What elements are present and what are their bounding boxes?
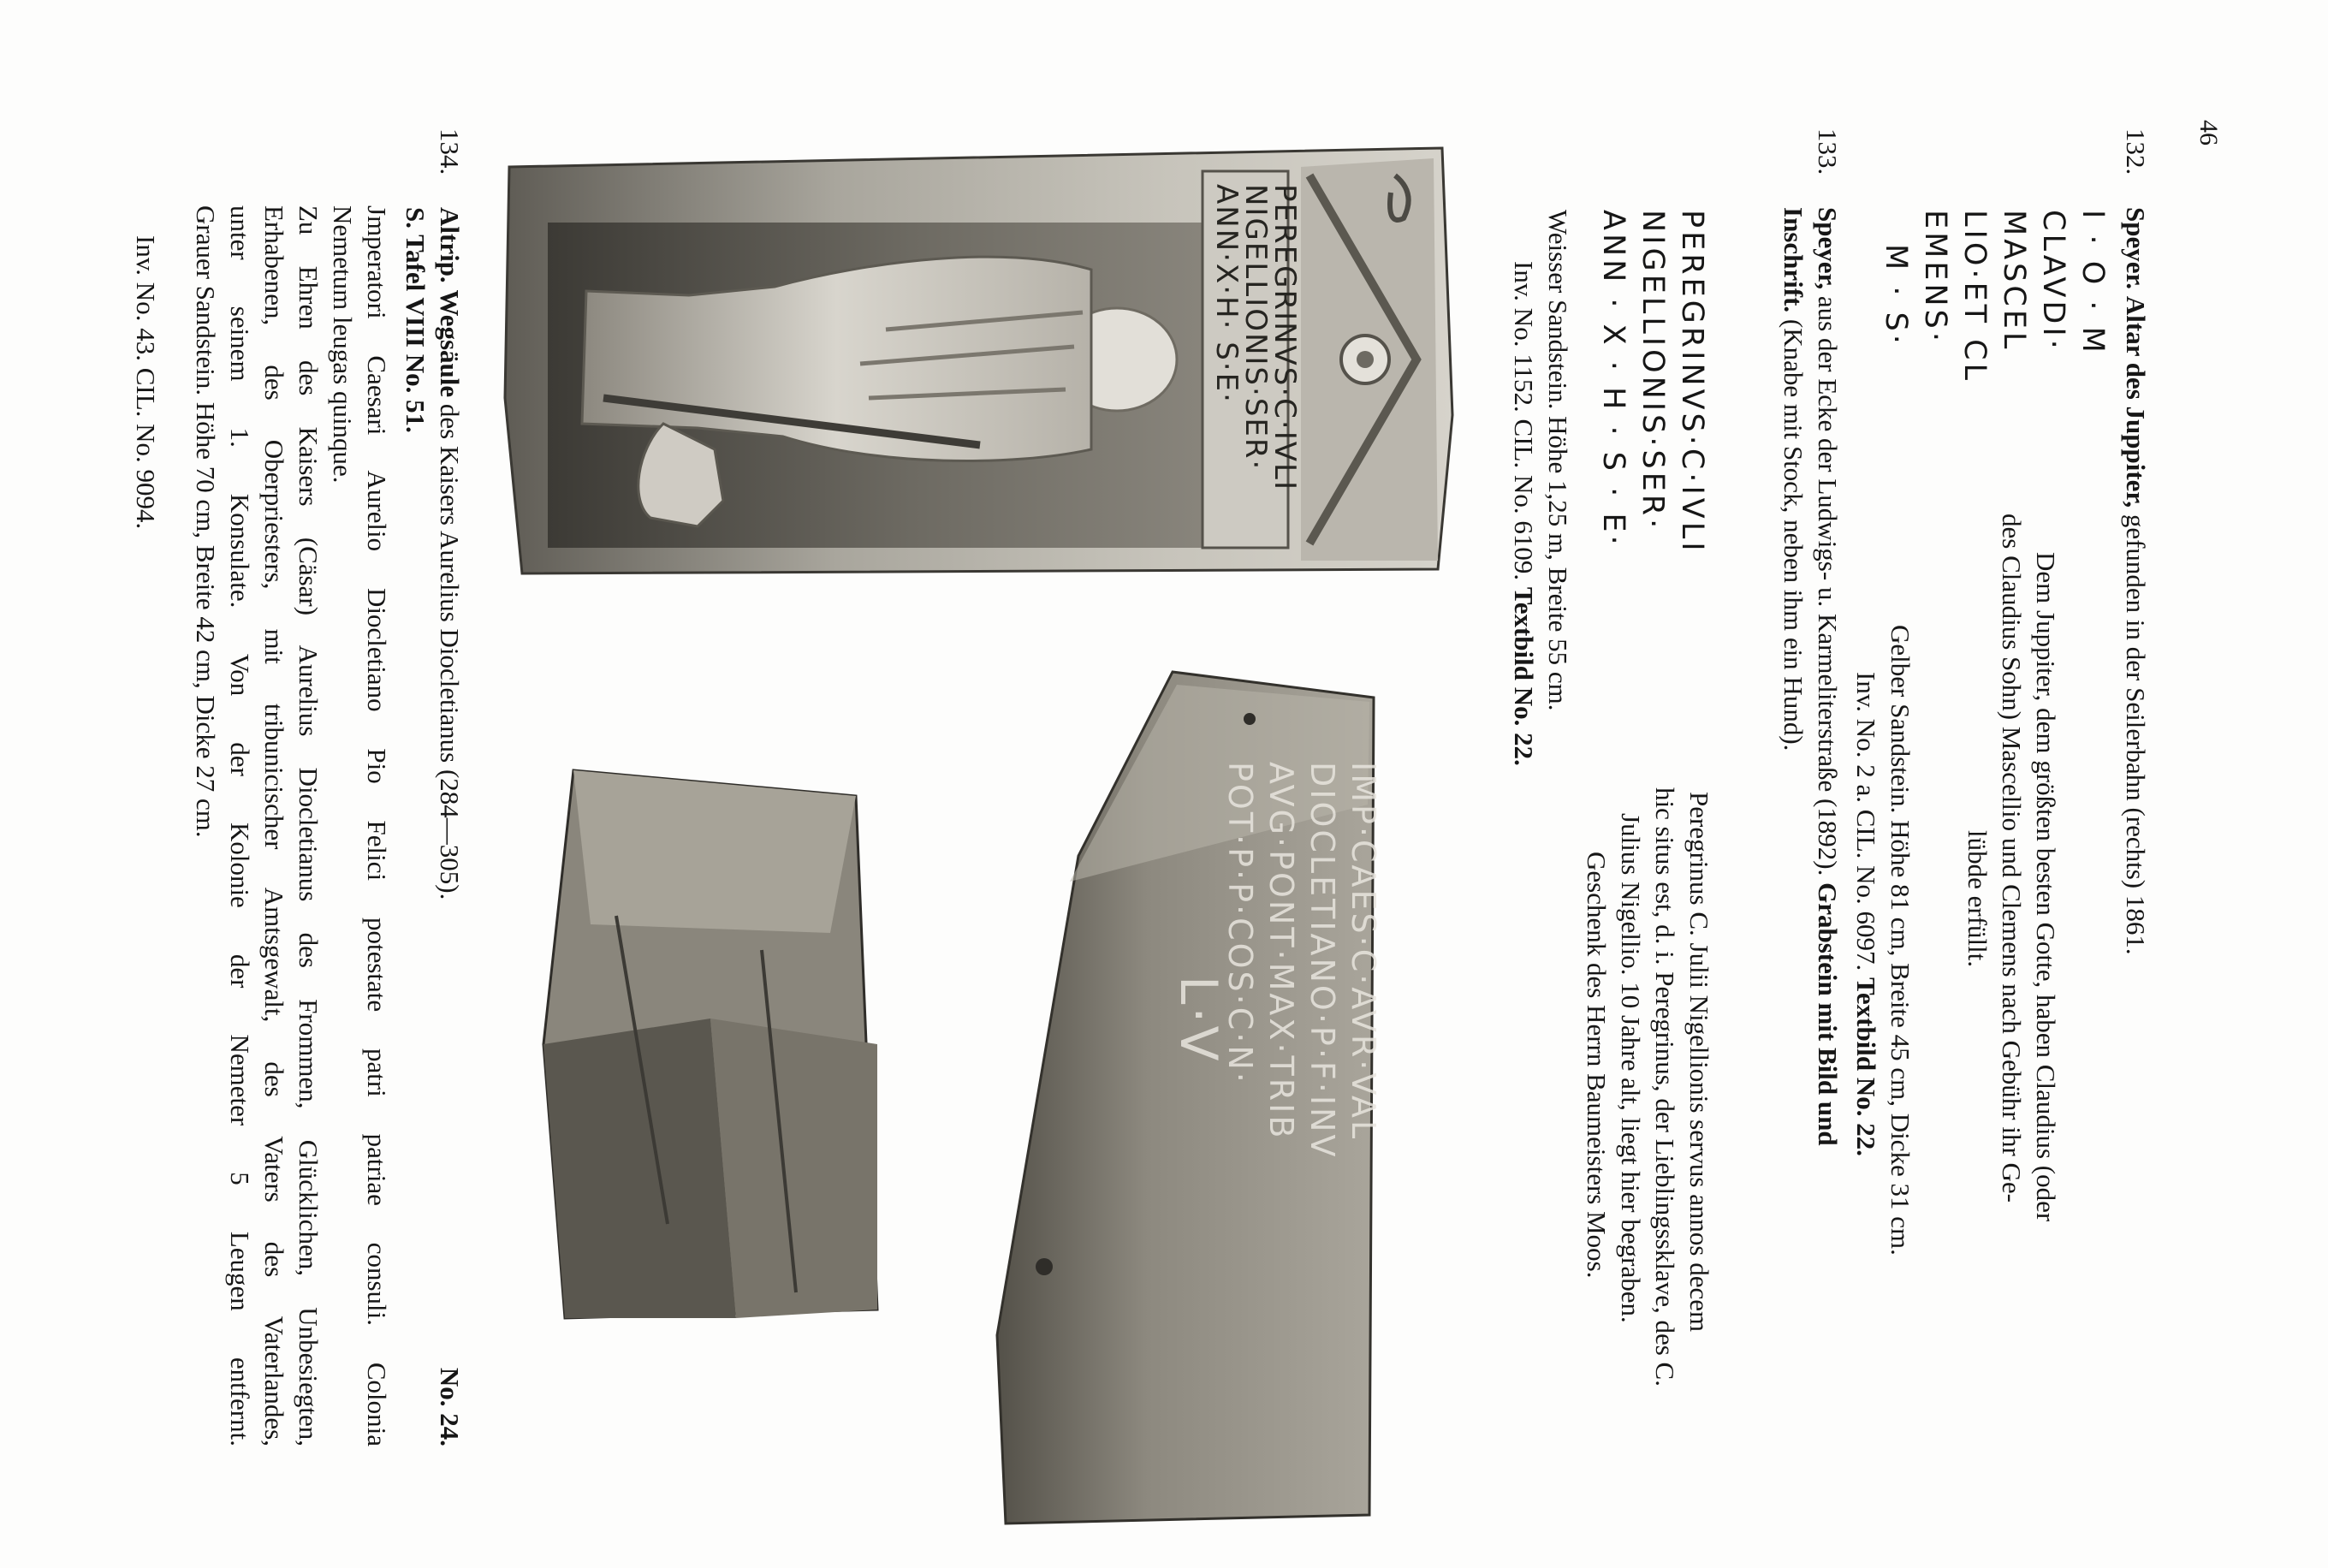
body-line: Erhabenen, des Oberpriesters, mit tribunicischer Amtsgewalt, des Vaters des Vaterlandes, [259, 205, 289, 1446]
page-number: 46 [2194, 120, 2223, 146]
entry-132-heading [2118, 128, 2153, 955]
relief-inscription-line: NIGELLIONIS·SER· [1238, 184, 1273, 472]
textbild-ref: Textbild No. 22. [1509, 586, 1539, 766]
inscription-line: ANN · X · H · S · E· [1596, 210, 1630, 549]
entry-number: 132. [2121, 128, 2151, 175]
translation-line: Julius Nigellio. 10 Jahre alt, liegt hier begraben. [1616, 813, 1646, 1323]
entry-place: Speyer. [2121, 207, 2151, 290]
textbild-ref: Textbild No. 22. [1851, 977, 1881, 1157]
inscription-line: LIO·ET CL [1957, 210, 1992, 384]
gravestone-relief-photo [501, 141, 1455, 578]
inscription-line: M · S· [1879, 244, 1913, 347]
entry-132-translation [1960, 514, 2063, 1221]
entry-title: Altar des Juppiter, [2121, 295, 2151, 508]
entry-title: Wegsäule [435, 289, 465, 398]
milestone-inscription-line: IMP·CAES·C·AVR·VAL [1345, 762, 1382, 1142]
body-line: Nemetum leugas quinque. [328, 205, 358, 484]
body-line: unter seinem 1. Konsulate. Von der Kolonie der Nemeter 5 Leugen entfernt. [225, 205, 255, 1446]
inscription-line: EMENS· [1918, 210, 1952, 345]
entry-place: Speyer, [1813, 207, 1843, 290]
inscription-line: PEREGRINVS·C·IVLI [1675, 210, 1709, 555]
material-line: Weisser Sandstein. Höhe 1,25 m, Breite 55 cm. [1543, 210, 1573, 711]
translation-line: Geschenk des Herrn Baumeisters Moos. [1582, 852, 1612, 1279]
translation-line: Dem Juppiter, dem größten besten Gotte, haben Claudius (oder [2031, 552, 2061, 1222]
entry-133-translation [1579, 745, 1716, 1387]
translation-line: lübde erfüllt. [1963, 830, 1992, 968]
entry-description: aus der Ecke der Ludwigs- u. Karmeliterstraße (1892). [1813, 295, 1843, 876]
entry-title-cont: Inschrift. [1779, 207, 1808, 313]
inscription-line: CLAVDI· [2036, 210, 2070, 353]
entry-133-material [1506, 210, 1575, 766]
entry-number: 133. [1813, 128, 1843, 175]
relief-inscription-line: PEREGRINVS·C·IVLI [1268, 184, 1302, 491]
milestone-inscription-line: DIOCLETIANO·P·F·INV [1304, 762, 1341, 1160]
translation-line: des Claudius Sohn) Mascellio und Clemens nach Gebühr ihr Ge- [1997, 514, 2027, 1203]
translation-line: Peregrinus C. Julii Nigellionis servus annos decem [1684, 792, 1714, 1333]
entry-132-material [1849, 625, 1917, 1256]
translation-line: hic situs est, d. i. Peregrinus, der Lieblingssklave, des C. [1650, 787, 1680, 1387]
milestone-fragment-photo [539, 762, 882, 1327]
entry-134-body [188, 205, 394, 1446]
entry-description: (Knabe mit Stock, neben ihm ein Hund). [1779, 318, 1808, 751]
milestone-block-photo [993, 668, 1382, 1532]
inscription-line: NIGELLIONIS·SER· [1636, 210, 1670, 532]
entry-place: Altrip. [435, 207, 465, 283]
inventory: Inv. No. 2 a. CIL. No. 6097. [1851, 672, 1881, 971]
inscription-line: I · O · M [2076, 210, 2110, 356]
material-line: Grauer Sandstein. Höhe 70 cm, Breite 42 cm, Dicke 27 cm. [191, 205, 221, 838]
body-line: Jmperatori Caesari Aurelio Diocletiano Pio Felici potestate patri patriae consuli. Colonia [362, 205, 392, 1446]
entry-title: Grabstein mit Bild und [1813, 882, 1843, 1146]
entry-description: des Kaisers Aurelius Diocletianus (284—305). [435, 403, 465, 900]
inscription-line: MASCEL [1997, 210, 2031, 353]
inventory: Inv. No. 43. CIL. No. 9094. [131, 235, 161, 530]
entry-134-inventory [128, 235, 163, 529]
entry-number-right: No. 24. [435, 1367, 465, 1446]
inventory: Inv. No. 1152. CIL. No. 6109. [1509, 261, 1539, 581]
body-line: Zu Ehren des Kaisers (Cäsar) Aurelius Diocletianus des Frommen, Glücklichen, Unbesiegten, [294, 205, 324, 1446]
entry-133-heading [1776, 128, 1844, 1146]
relief-inscription-line: ANN·X·H· S·E· [1209, 184, 1244, 404]
milestone-inscription-line: L·V [1168, 976, 1228, 1064]
entry-133-inscription [1594, 210, 1712, 555]
entry-132-inscription [1876, 210, 2112, 383]
entry-number: 134. [435, 128, 465, 175]
milestone-inscription-line: POT·P·P·COS·C·N· [1221, 762, 1259, 1085]
entry-description: gefunden in der Seilerbahn (rechts) 1861. [2121, 514, 2151, 955]
material-line: Gelber Sandstein. Höhe 81 cm, Breite 45 cm, Dicke 31 cm. [1886, 625, 1915, 1256]
entry-134-heading [398, 128, 466, 1446]
plate-reference: S. Tafel VIII No. 51. [401, 207, 431, 433]
milestone-inscription-line: AVG·PONT·MAX·TRIB [1262, 762, 1300, 1141]
